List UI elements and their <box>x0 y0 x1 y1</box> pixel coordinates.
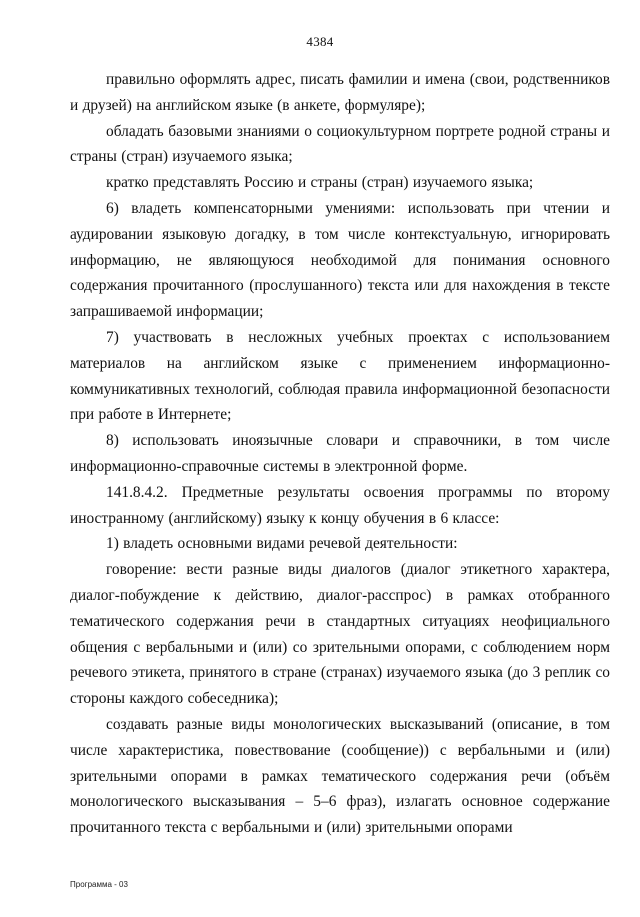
paragraph-item-8-dictionaries: 8) использовать иноязычные словари и справочники, в том числе информационно-справочные системы в электронной форме. <box>70 432 610 475</box>
paragraph-present-russia: кратко представлять Россию и страны (стран) изучаемого языка; <box>106 174 534 192</box>
paragraph-address-names: правильно оформлять адрес, писать фамилии и имена (свои, родственников и друзей) на английском языке (в анкете, формуляре); <box>70 71 610 114</box>
paragraph-item-7-projects: 7) участвовать в несложных учебных проектах с использованием материалов на английском языке с применением информационно-коммуникативных технологий, соблюдая правила информационной безопасности при работе в Интернете; <box>70 328 610 424</box>
footer-program-label: Программа - 03 <box>70 880 128 889</box>
paragraph-speaking-dialogues: говорение: вести разные виды диалогов (диалог этикетного характера, диалог-побуждение к действию, диалог-расспрос) в рамках отобранного тематического содержания речи в стандартных ситуациях неофициального общения с вербальными и (или) со зрительными опорами, с соблюдением норм речевого этикета, принятого в стране (странах) изучаемого языка (до 3 реплик со стороны каждого собеседника); <box>70 561 610 708</box>
page-number: 4384 <box>306 34 334 49</box>
paragraph-item-1-speech-activity: 1) владеть основными видами речевой деятельности: <box>106 535 458 553</box>
paragraph-sociocultural-knowledge: обладать базовыми знаниями о социокультурном портрете родной страны и страны (стран) изучаемого языка; <box>70 122 610 166</box>
paragraph-item-6-compensatory: 6) владеть компенсаторными умениями: использовать при чтении и аудировании языковую догадку, в том числе контекстуальную, игнорировать информацию, не являющуюся необходимой для понимания основного содержания прочитанного (прослушанного) текста или для нахождения в тексте запрашиваемой информации; <box>70 199 610 321</box>
paragraph-monologues: создавать разные виды монологических высказываний (описание, в том числе характеристика, повествование (сообщение)) с вербальными и (или) зрительными опорами в рамках тематического содержания речи (объём монологического высказывания – 5–6 фраз), излагать основное содержание прочитанного текста с вербальными и (или) зрительными опорами <box>70 715 610 837</box>
body-text <box>70 67 610 841</box>
paragraph-section-141-8-4-2: 141.8.4.2. Предметные результаты освоения программы по второму иностранному (английскому) языку к концу обучения в 6 классе: <box>70 483 610 527</box>
